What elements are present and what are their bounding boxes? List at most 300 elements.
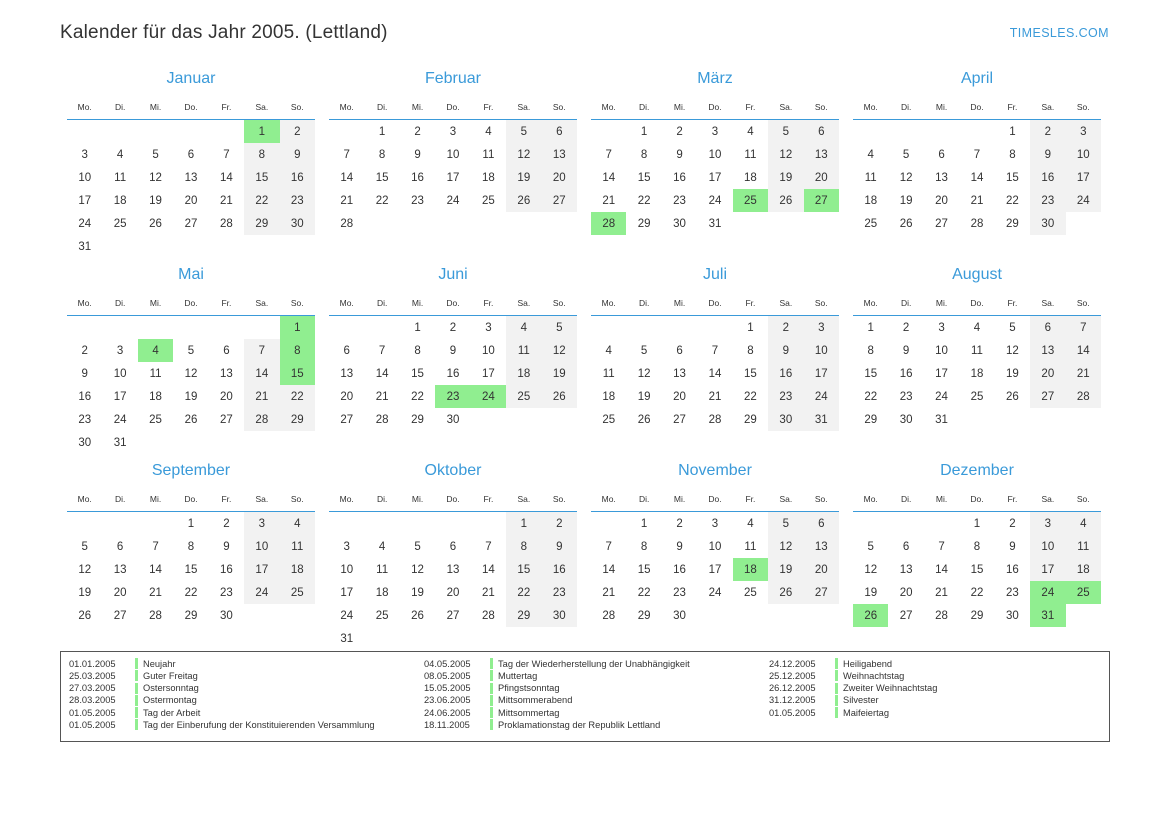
day-cell: 5: [640, 344, 648, 357]
weekday-header: Fr.: [733, 100, 768, 120]
month-table: [591, 100, 839, 235]
weekday-header: So.: [280, 100, 315, 120]
day-cell: 14: [935, 563, 948, 576]
day-cell-empty: [173, 235, 208, 258]
legend-color-swatch: [490, 707, 493, 718]
legend-item: [69, 695, 424, 707]
day-cell: 26: [184, 413, 198, 426]
day-cell: 16: [411, 171, 424, 184]
day-cell: 13: [340, 367, 354, 380]
month-title: November: [678, 462, 752, 479]
day-cell: 7: [223, 148, 230, 161]
weekday-header: Mo.: [329, 100, 364, 120]
day-cell: 19: [1006, 367, 1019, 380]
page-header: [0, 18, 1169, 48]
day-cell: 19: [78, 586, 92, 599]
day-cell: 7: [711, 344, 719, 357]
legend-item: [69, 682, 424, 694]
day-cell: 3: [116, 344, 124, 357]
day-cell: 10: [935, 344, 948, 357]
day-cell: 30: [673, 217, 686, 230]
day-cell: 16: [1006, 563, 1019, 576]
weekday-header: Fr.: [209, 492, 244, 512]
day-cell: 5: [867, 540, 874, 553]
day-cell-holiday: 25: [1066, 581, 1101, 604]
weekday-header: Fr.: [471, 492, 506, 512]
day-cell: 18: [744, 171, 757, 184]
day-cell-empty: [959, 408, 994, 431]
weekday-header: Mo.: [591, 492, 626, 512]
holiday-legend: [60, 651, 1110, 742]
day-cell-empty: [138, 431, 173, 454]
day-cell: 22: [184, 586, 198, 599]
day-cell: 20: [220, 390, 233, 403]
legend-label: Ostermontag: [143, 695, 197, 706]
legend-color-swatch: [490, 695, 493, 706]
week-row: [591, 339, 839, 362]
week-row: [329, 604, 577, 627]
month-november: [584, 454, 846, 650]
legend-color-swatch: [135, 670, 138, 681]
day-cell: 13: [113, 563, 127, 576]
day-cell-weekend: 27: [1030, 385, 1065, 408]
weekday-header: Fr.: [471, 100, 506, 120]
legend-item: [69, 719, 424, 731]
day-cell-weekend: 28: [244, 408, 279, 431]
day-cell-weekend: 14: [1066, 339, 1101, 362]
day-cell: 26: [637, 413, 651, 426]
week-row: [67, 120, 315, 144]
day-cell-empty: [591, 316, 626, 340]
day-cell: 9: [676, 148, 683, 161]
week-row: [591, 581, 839, 604]
day-cell: 14: [708, 367, 722, 380]
day-cell: 14: [970, 171, 984, 184]
month-april: [846, 62, 1108, 258]
weekday-header: Sa.: [244, 296, 279, 316]
month-table: [67, 492, 315, 627]
day-cell-weekend: 25: [280, 581, 315, 604]
weekday-header: Sa.: [506, 492, 541, 512]
day-cell-holiday: 4: [138, 339, 173, 362]
day-cell: 11: [971, 344, 983, 357]
day-cell: 8: [378, 148, 386, 161]
day-cell: 21: [482, 586, 495, 599]
legend-item: [69, 658, 424, 670]
day-cell: 2: [81, 344, 88, 357]
day-cell: 11: [864, 171, 877, 184]
weekday-header: Di.: [102, 296, 137, 316]
day-cell-empty: [626, 316, 661, 340]
weekday-header: Do.: [173, 100, 208, 120]
day-cell-empty: [1066, 604, 1101, 627]
week-row: [329, 558, 577, 581]
day-cell: 29: [637, 217, 651, 230]
day-cell: 28: [482, 609, 495, 622]
day-cell: 27: [220, 413, 233, 426]
legend-label: Heiligabend: [843, 658, 893, 669]
legend-color-swatch: [490, 670, 493, 681]
month-title: Oktober: [424, 462, 482, 479]
day-cell: 19: [184, 390, 198, 403]
legend-date: 24.12.2005: [769, 658, 816, 669]
day-cell-weekend: 27: [542, 189, 577, 212]
day-cell: 21: [149, 586, 162, 599]
day-cell: 4: [747, 517, 754, 530]
weekday-header: Do.: [697, 100, 732, 120]
day-cell-weekend: 17: [244, 558, 279, 581]
day-cell: 14: [375, 367, 389, 380]
day-cell: 8: [187, 540, 195, 553]
day-cell-empty: [173, 120, 208, 144]
legend-date: 01.05.2005: [69, 719, 116, 730]
day-cell: 3: [81, 148, 88, 161]
day-cell: 28: [375, 413, 389, 426]
legend-date: 26.12.2005: [769, 683, 816, 694]
week-row: [329, 535, 577, 558]
day-cell: 26: [411, 609, 424, 622]
day-cell: 4: [867, 148, 874, 161]
day-cell: 29: [1006, 217, 1019, 230]
day-cell-weekend: 8: [506, 535, 541, 558]
day-cell: 22: [637, 194, 651, 207]
day-cell: 20: [340, 390, 354, 403]
day-cell: 24: [340, 609, 354, 622]
weekday-header: Mi.: [138, 100, 173, 120]
day-cell: 9: [1009, 540, 1016, 553]
day-cell: 12: [899, 171, 913, 184]
week-row: [591, 316, 839, 340]
month-table: [591, 296, 839, 431]
day-cell: 2: [676, 517, 683, 530]
day-cell: 4: [378, 540, 386, 553]
legend-date: 15.05.2005: [424, 683, 471, 694]
day-cell: 16: [673, 563, 686, 576]
month-table: [329, 296, 577, 431]
legend-label: Guter Freitag: [143, 670, 198, 681]
month-januar: [60, 62, 322, 258]
day-cell: 8: [640, 148, 648, 161]
week-row: [67, 604, 315, 627]
day-cell: 21: [220, 194, 233, 207]
legend-color-swatch: [835, 658, 838, 669]
day-cell: 18: [149, 390, 162, 403]
day-cell: 19: [149, 194, 162, 207]
weekday-header: Fr.: [209, 296, 244, 316]
legend-label: Maifeiertag: [843, 707, 889, 718]
day-cell: 11: [482, 148, 495, 161]
weekday-header: Mi.: [662, 296, 697, 316]
day-cell: 7: [485, 540, 492, 553]
day-cell: 6: [223, 344, 230, 357]
day-cell: 29: [184, 609, 198, 622]
day-cell: 24: [113, 413, 127, 426]
day-cell: 13: [935, 171, 948, 184]
day-cell: 5: [902, 148, 910, 161]
day-cell: 4: [485, 125, 492, 138]
weekday-header: So.: [804, 100, 839, 120]
day-cell: 10: [78, 171, 92, 184]
day-cell-weekend: 26: [542, 385, 577, 408]
day-cell: 20: [899, 586, 913, 599]
day-cell-weekend: 30: [1030, 212, 1065, 235]
day-cell: 15: [744, 367, 757, 380]
day-cell-empty: [435, 627, 470, 650]
weekday-header: So.: [280, 296, 315, 316]
legend-item: [424, 719, 769, 731]
day-cell: 21: [935, 586, 948, 599]
day-cell-weekend: 7: [1066, 316, 1101, 340]
day-cell: 29: [637, 609, 651, 622]
day-cell: 29: [970, 609, 984, 622]
day-cell: 4: [116, 148, 124, 161]
day-cell: 9: [414, 148, 421, 161]
legend-item: [69, 670, 424, 682]
weekday-header: Mo.: [853, 296, 888, 316]
legend-color-swatch: [135, 658, 138, 669]
day-cell: 28: [220, 217, 233, 230]
day-cell-weekend: 9: [280, 143, 315, 166]
day-cell: 1: [640, 125, 648, 138]
day-cell-empty: [102, 316, 137, 340]
week-row: [591, 558, 839, 581]
legend-item: [424, 707, 769, 719]
day-cell-empty: [244, 604, 279, 627]
day-cell: 1: [867, 321, 874, 334]
day-cell-weekend: 12: [768, 535, 803, 558]
day-cell-empty: [364, 627, 399, 650]
day-cell: 13: [446, 563, 460, 576]
day-cell: 6: [449, 540, 457, 553]
day-cell: 21: [970, 194, 984, 207]
day-cell-weekend: 2: [768, 316, 803, 340]
day-cell-weekend: 18: [506, 362, 541, 385]
day-cell-empty: [591, 512, 626, 536]
day-cell: 15: [864, 367, 878, 380]
day-cell-empty: [209, 235, 244, 258]
month-title: September: [151, 462, 231, 479]
month-title: Juni: [438, 266, 468, 283]
day-cell-empty: [435, 212, 470, 235]
day-cell: 26: [149, 217, 162, 230]
legend-date: 01.05.2005: [69, 707, 116, 718]
weekday-header: So.: [1066, 296, 1101, 316]
months-grid: [60, 62, 1110, 650]
day-cell-empty: [542, 627, 577, 650]
legend-label: Muttertag: [498, 670, 538, 681]
day-cell: 25: [602, 413, 616, 426]
weekday-header: Do.: [173, 296, 208, 316]
legend-date: 24.06.2005: [424, 707, 471, 718]
day-cell: 15: [184, 563, 198, 576]
day-cell-empty: [471, 512, 506, 536]
day-cell-weekend: 12: [506, 143, 541, 166]
day-cell: 8: [747, 344, 754, 357]
day-cell-weekend: 18: [280, 558, 315, 581]
day-cell: 8: [1009, 148, 1016, 161]
day-cell: 23: [78, 413, 92, 426]
week-row: [67, 535, 315, 558]
week-row: [67, 316, 315, 340]
month-september: [60, 454, 322, 650]
month-august: [846, 258, 1108, 454]
weekday-header: Di.: [888, 296, 923, 316]
day-cell-holiday: 25: [733, 189, 768, 212]
day-cell: 20: [935, 194, 948, 207]
day-cell: 29: [864, 413, 878, 426]
legend-item: [69, 707, 424, 719]
weekday-header: Di.: [626, 492, 661, 512]
day-cell-weekend: 6: [1030, 316, 1065, 340]
day-cell-weekend: 29: [280, 408, 315, 431]
day-cell-weekend: 13: [804, 535, 839, 558]
legend-color-swatch: [490, 683, 493, 694]
week-row: [591, 212, 839, 235]
legend-date: 01.05.2005: [769, 707, 816, 718]
day-cell: 11: [114, 171, 127, 184]
weekday-header: Mi.: [138, 296, 173, 316]
weekday-header: Mo.: [329, 296, 364, 316]
day-cell-empty: [697, 316, 732, 340]
legend-color-swatch: [135, 719, 138, 730]
week-row: [67, 362, 315, 385]
legend-color-swatch: [835, 707, 838, 718]
day-cell-weekend: 11: [280, 535, 315, 558]
day-cell: 6: [938, 148, 945, 161]
day-cell: 23: [411, 194, 424, 207]
day-cell-empty: [924, 512, 959, 536]
weekday-header: Do.: [435, 100, 470, 120]
month-märz: [584, 62, 846, 258]
day-cell-holiday: 27: [804, 189, 839, 212]
month-table: [329, 100, 577, 235]
day-cell-weekend: 20: [804, 558, 839, 581]
day-cell: 27: [935, 217, 948, 230]
day-cell-empty: [67, 120, 102, 144]
day-cell-weekend: 27: [804, 581, 839, 604]
legend-column-1: [61, 658, 424, 741]
day-cell: 25: [482, 194, 495, 207]
day-cell-empty: [1030, 408, 1065, 431]
day-cell-holiday: 18: [733, 558, 768, 581]
legend-item: [769, 707, 1109, 719]
week-row: [853, 189, 1101, 212]
day-cell-weekend: 16: [1030, 166, 1065, 189]
months-row-2: [60, 258, 1110, 454]
day-cell-weekend: 2: [1030, 120, 1065, 144]
weekday-header: Do.: [959, 296, 994, 316]
day-cell: 28: [708, 413, 722, 426]
day-cell-weekend: 18: [1066, 558, 1101, 581]
day-cell: 16: [446, 367, 460, 380]
day-cell: 7: [605, 148, 612, 161]
day-cell-empty: [853, 512, 888, 536]
day-cell-empty: [1066, 408, 1101, 431]
day-cell: 18: [375, 586, 389, 599]
day-cell-weekend: 26: [768, 189, 803, 212]
month-table: [329, 492, 577, 650]
day-cell-weekend: 10: [804, 339, 839, 362]
legend-label: Ostersonntag: [143, 683, 199, 694]
day-cell-weekend: 30: [280, 212, 315, 235]
weekday-header: Sa.: [1030, 296, 1065, 316]
day-cell-weekend: 5: [542, 316, 577, 340]
week-row: [853, 316, 1101, 340]
day-cell: 2: [902, 321, 910, 334]
day-cell: 26: [1006, 390, 1019, 403]
day-cell: 17: [708, 563, 722, 576]
day-cell: 31: [78, 240, 92, 253]
week-row: [591, 408, 839, 431]
day-cell-weekend: 14: [244, 362, 279, 385]
day-cell-weekend: 21: [244, 385, 279, 408]
weekday-header: Di.: [102, 100, 137, 120]
day-cell-empty: [102, 512, 137, 536]
day-cell-holiday: 28: [591, 212, 626, 235]
weekday-header: Mi.: [662, 100, 697, 120]
weekday-header: Di.: [102, 492, 137, 512]
legend-date: 23.06.2005: [424, 695, 471, 706]
day-cell: 12: [149, 171, 162, 184]
day-cell: 18: [113, 194, 127, 207]
day-cell-weekend: 10: [1030, 535, 1065, 558]
weekday-header: Mo.: [853, 492, 888, 512]
month-table: [67, 296, 315, 454]
weekday-header: Di.: [364, 100, 399, 120]
day-cell: 14: [602, 171, 616, 184]
weekday-header: Sa.: [244, 492, 279, 512]
weekday-header: Mi.: [400, 296, 435, 316]
day-cell-weekend: 19: [506, 166, 541, 189]
weekday-header: Sa.: [244, 100, 279, 120]
day-cell: 11: [744, 540, 757, 553]
day-cell: 25: [375, 609, 389, 622]
week-row: [67, 235, 315, 258]
day-cell-holiday: 26: [853, 604, 888, 627]
legend-date: 08.05.2005: [424, 670, 471, 681]
brand-link[interactable]: TIMESLES.COM: [1009, 26, 1109, 40]
week-row: [853, 581, 1101, 604]
day-cell-weekend: 4: [280, 512, 315, 536]
week-row: [329, 339, 577, 362]
day-cell: 28: [149, 609, 162, 622]
day-cell-empty: [400, 627, 435, 650]
week-row: [67, 431, 315, 454]
week-row: [329, 212, 577, 235]
day-cell-empty: [329, 512, 364, 536]
day-cell: 16: [78, 390, 92, 403]
legend-label: Weihnachtstag: [843, 670, 905, 681]
day-cell-weekend: 3: [1030, 512, 1065, 536]
week-row: [853, 558, 1101, 581]
day-cell: 31: [935, 413, 948, 426]
day-cell-weekend: 20: [804, 166, 839, 189]
day-cell: 3: [485, 321, 492, 334]
week-row: [853, 385, 1101, 408]
weekday-header: Mi.: [924, 492, 959, 512]
day-cell-empty: [173, 316, 208, 340]
day-cell: 8: [867, 344, 874, 357]
day-cell: 6: [676, 344, 683, 357]
day-cell-holiday: 8: [280, 339, 315, 362]
day-cell: 15: [637, 563, 651, 576]
day-cell-empty: [733, 212, 768, 235]
day-cell: 11: [149, 367, 162, 380]
week-row: [329, 362, 577, 385]
day-cell: 15: [637, 171, 651, 184]
day-cell: 2: [414, 125, 421, 138]
day-cell-weekend: 23: [1030, 189, 1065, 212]
